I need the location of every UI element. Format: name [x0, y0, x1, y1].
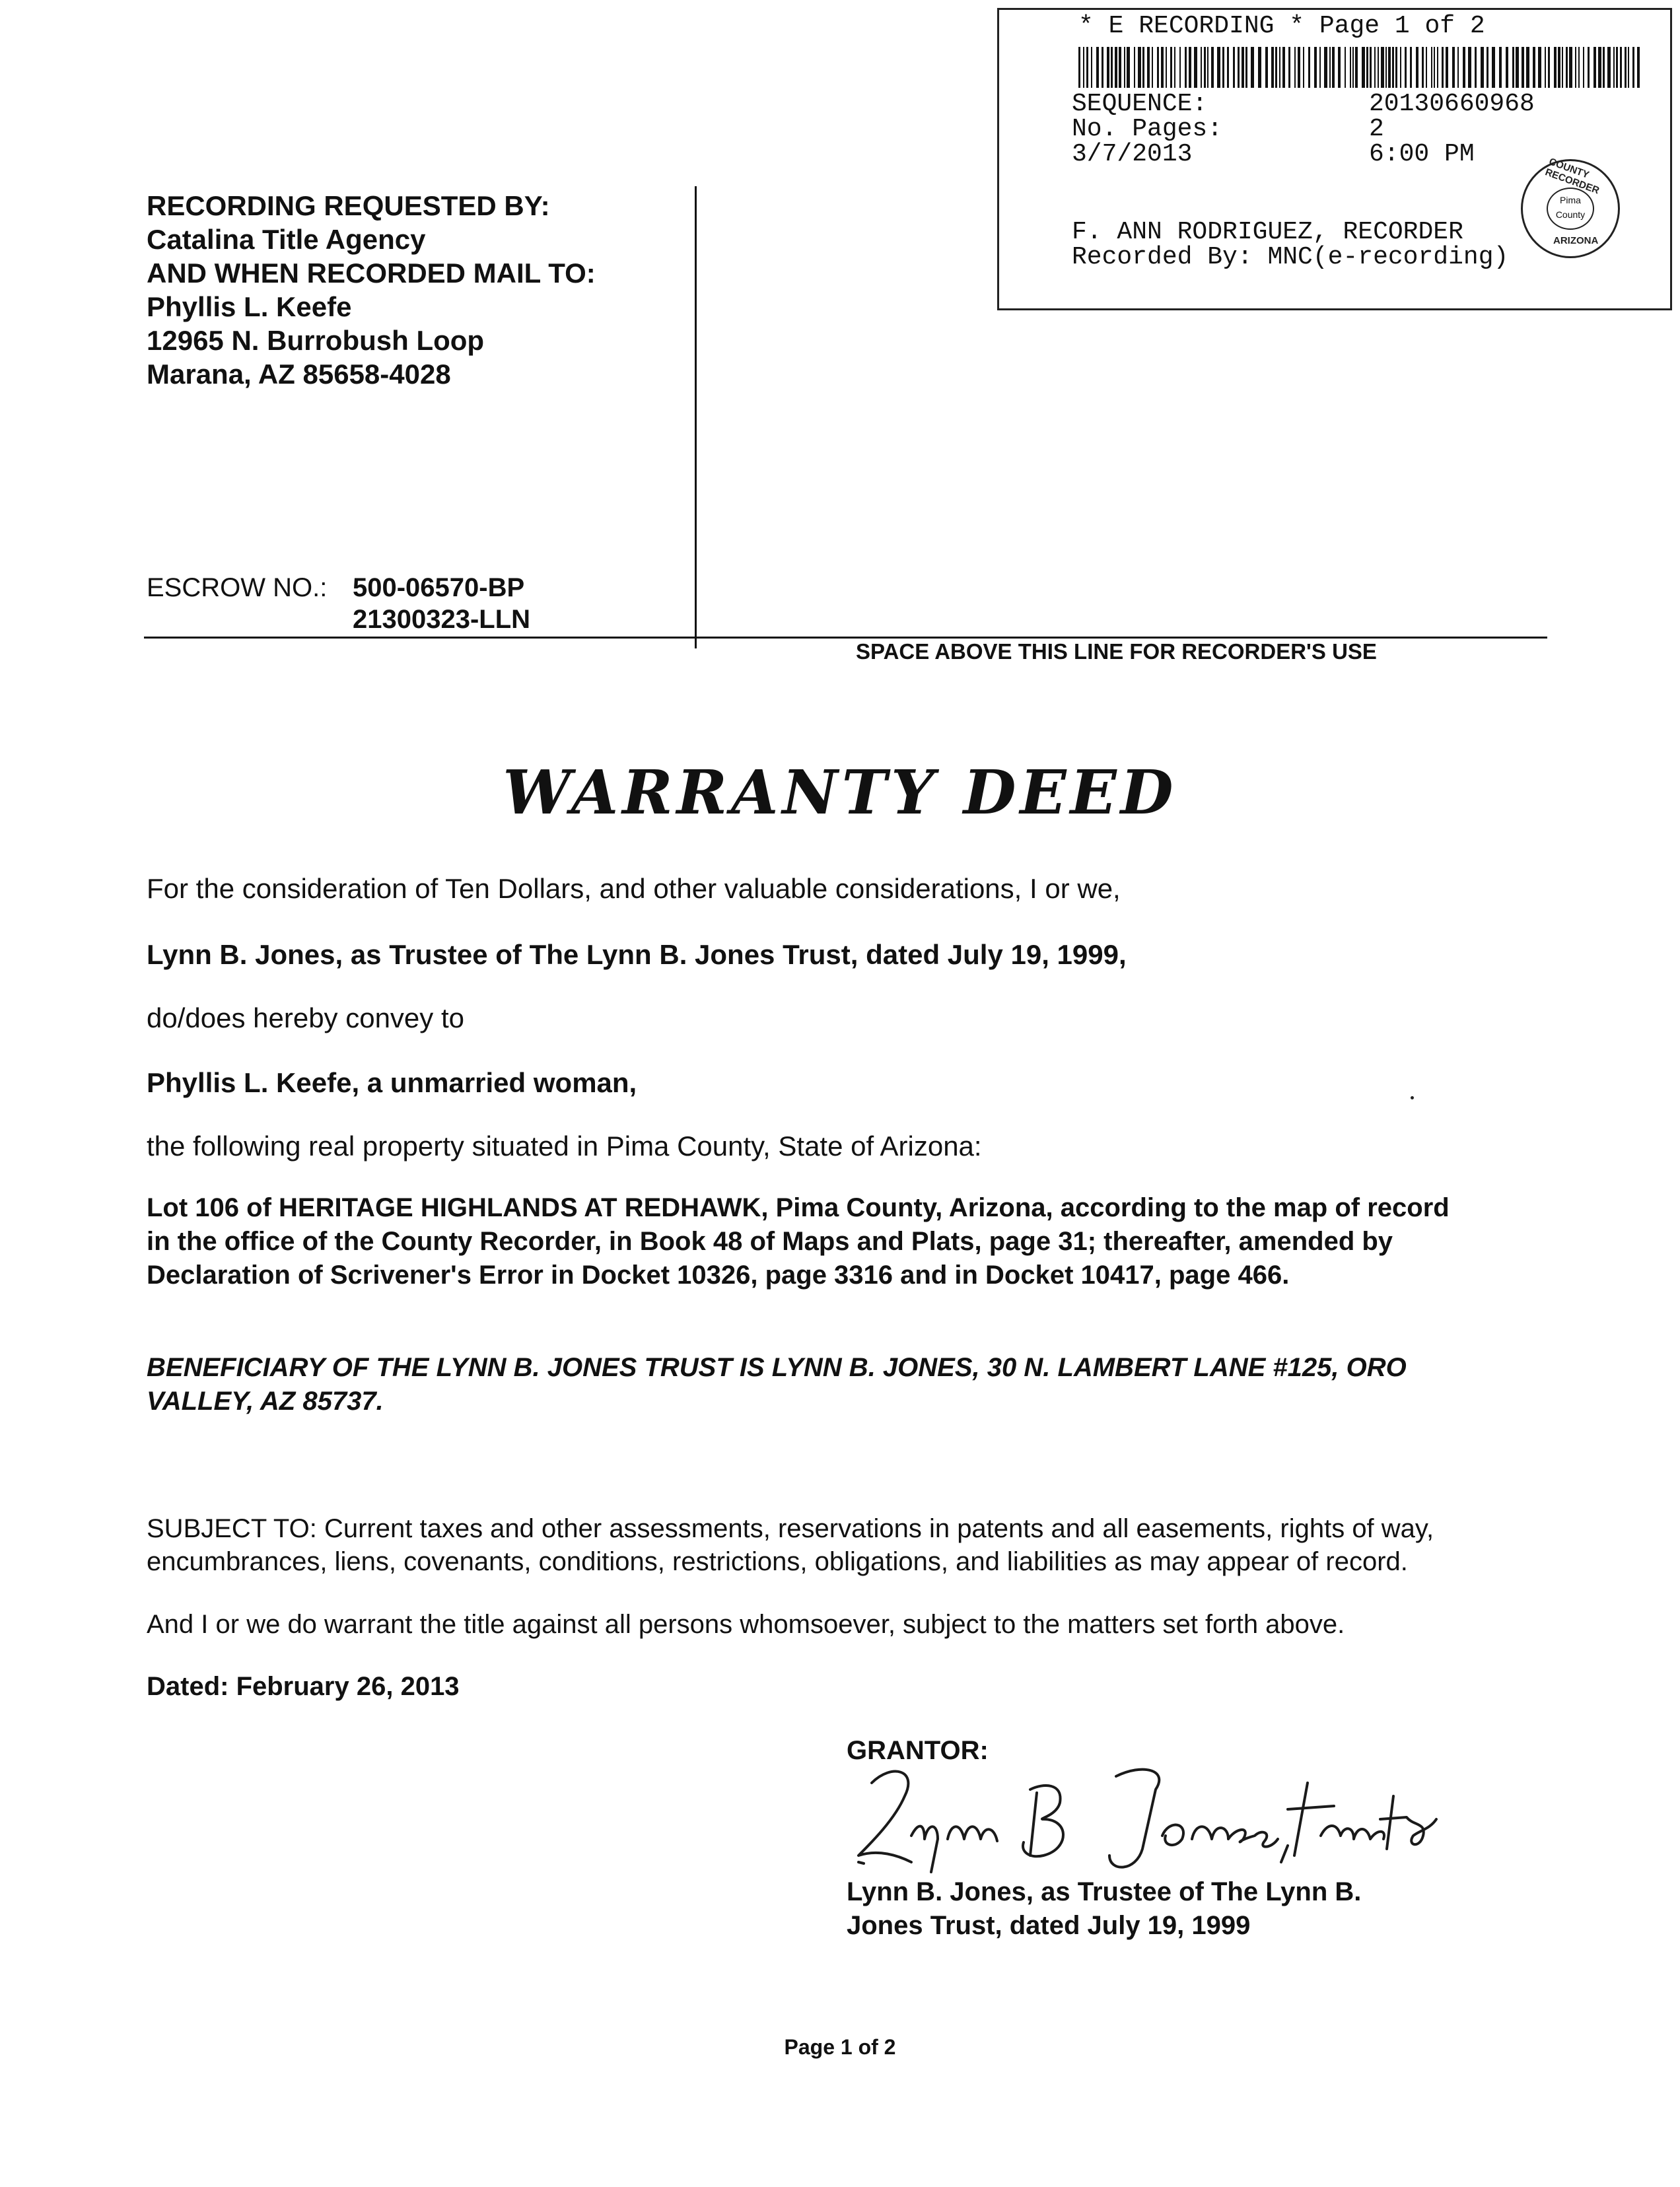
signatory-name-line2: Jones Trust, dated July 19, 1999 [847, 1911, 1251, 1940]
convey-text: do/does hereby convey to [147, 1002, 464, 1033]
signatory-name-line1: Lynn B. Jones, as Trustee of The Lynn B. [847, 1877, 1362, 1906]
recorder-stamp [997, 8, 1672, 310]
record-time: 6:00 PM [1369, 140, 1475, 168]
mail-to-name: Phyllis L. Keefe [147, 291, 352, 322]
stray-mark [1411, 1096, 1414, 1099]
address-block [147, 189, 596, 391]
handwritten-signature [832, 1756, 1440, 1885]
seal-top-text: COUNTY RECORDER [1543, 156, 1601, 197]
document-title: WARRANTY DEED [503, 757, 1177, 828]
seal-center [1547, 188, 1594, 230]
property-intro-text: the following real property situated in Pima County, State of Arizona: [147, 1130, 982, 1162]
grantor-name-text: Lynn B. Jones, as Trustee of The Lynn B. Jones Trust, dated July 19, 1999, [147, 939, 1127, 970]
barcode [1078, 47, 1640, 88]
record-date: 3/7/2013 [1072, 140, 1193, 168]
grantee-text: Phyllis L. Keefe, a unmarried woman, [147, 1067, 637, 1098]
recorder-name: F. ANN RODRIGUEZ, RECORDER [1072, 218, 1463, 246]
county-seal-icon [1521, 156, 1620, 258]
dated-text: Dated: February 26, 2013 [147, 1672, 460, 1701]
subject-to-text: SUBJECT TO: Current taxes and other assessments, reservations in patents and all easements, rights of way, encumbrances, liens, covenants, conditions, restrictions, obligations, and liabilities as may appear of record. [147, 1514, 1434, 1576]
escrow-number-2: 21300323-LLN [353, 605, 531, 634]
escrow-number-1: 500-06570-BP [353, 573, 525, 602]
escrow-label: ESCROW NO.: [147, 573, 328, 602]
vertical-divider [695, 186, 697, 648]
stamp-header: * E RECORDING * Page 1 of 2 [1078, 12, 1485, 40]
space-above-label: SPACE ABOVE THIS LINE FOR RECORDER'S USE [856, 639, 1377, 664]
mail-to-label: AND WHEN RECORDED MAIL TO: [147, 258, 596, 289]
pages-value: 2 [1369, 115, 1384, 143]
sequence-label: SEQUENCE: [1072, 90, 1208, 118]
legal-description: Lot 106 of HERITAGE HIGHLANDS AT REDHAWK, Pima County, Arizona, according to the map of record in the office of the County Recorder, in Book 48 of Maps and Plats, page 31; thereafter, amended by Declaration of Scrivener's Error in Docket 10326, page 3316 and in Docket 10417, page 466. [147, 1193, 1450, 1290]
recorder-use-line [144, 637, 1547, 639]
seal-bottom-text: ARIZONA [1553, 235, 1599, 246]
mail-to-city: Marana, AZ 85658-4028 [147, 359, 451, 390]
recording-requested-by-label: RECORDING REQUESTED BY: [147, 190, 550, 221]
sequence-value: 20130660968 [1369, 90, 1535, 118]
pages-label: No. Pages: [1072, 115, 1223, 143]
seal-center-text-1: Pima [1560, 195, 1581, 205]
beneficiary-text: BENEFICIARY OF THE LYNN B. JONES TRUST IS LYNN B. JONES, 30 N. LAMBERT LANE #125, ORO VALLEY, AZ 85737. [147, 1353, 1407, 1416]
page-number: Page 1 of 2 [784, 2035, 896, 2059]
requester-name: Catalina Title Agency [147, 224, 426, 255]
mail-to-street: 12965 N. Burrobush Loop [147, 325, 485, 356]
consideration-text: For the consideration of Ten Dollars, and other valuable considerations, I or we, [147, 873, 1121, 904]
warrant-text: And I or we do warrant the title against all persons whomsoever, subject to the matters set forth above. [147, 1610, 1345, 1639]
seal-center-text-2: County [1555, 209, 1586, 220]
recorded-by: Recorded By: MNC(e-recording) [1072, 243, 1509, 271]
grantor-label: GRANTOR: [847, 1736, 989, 1765]
